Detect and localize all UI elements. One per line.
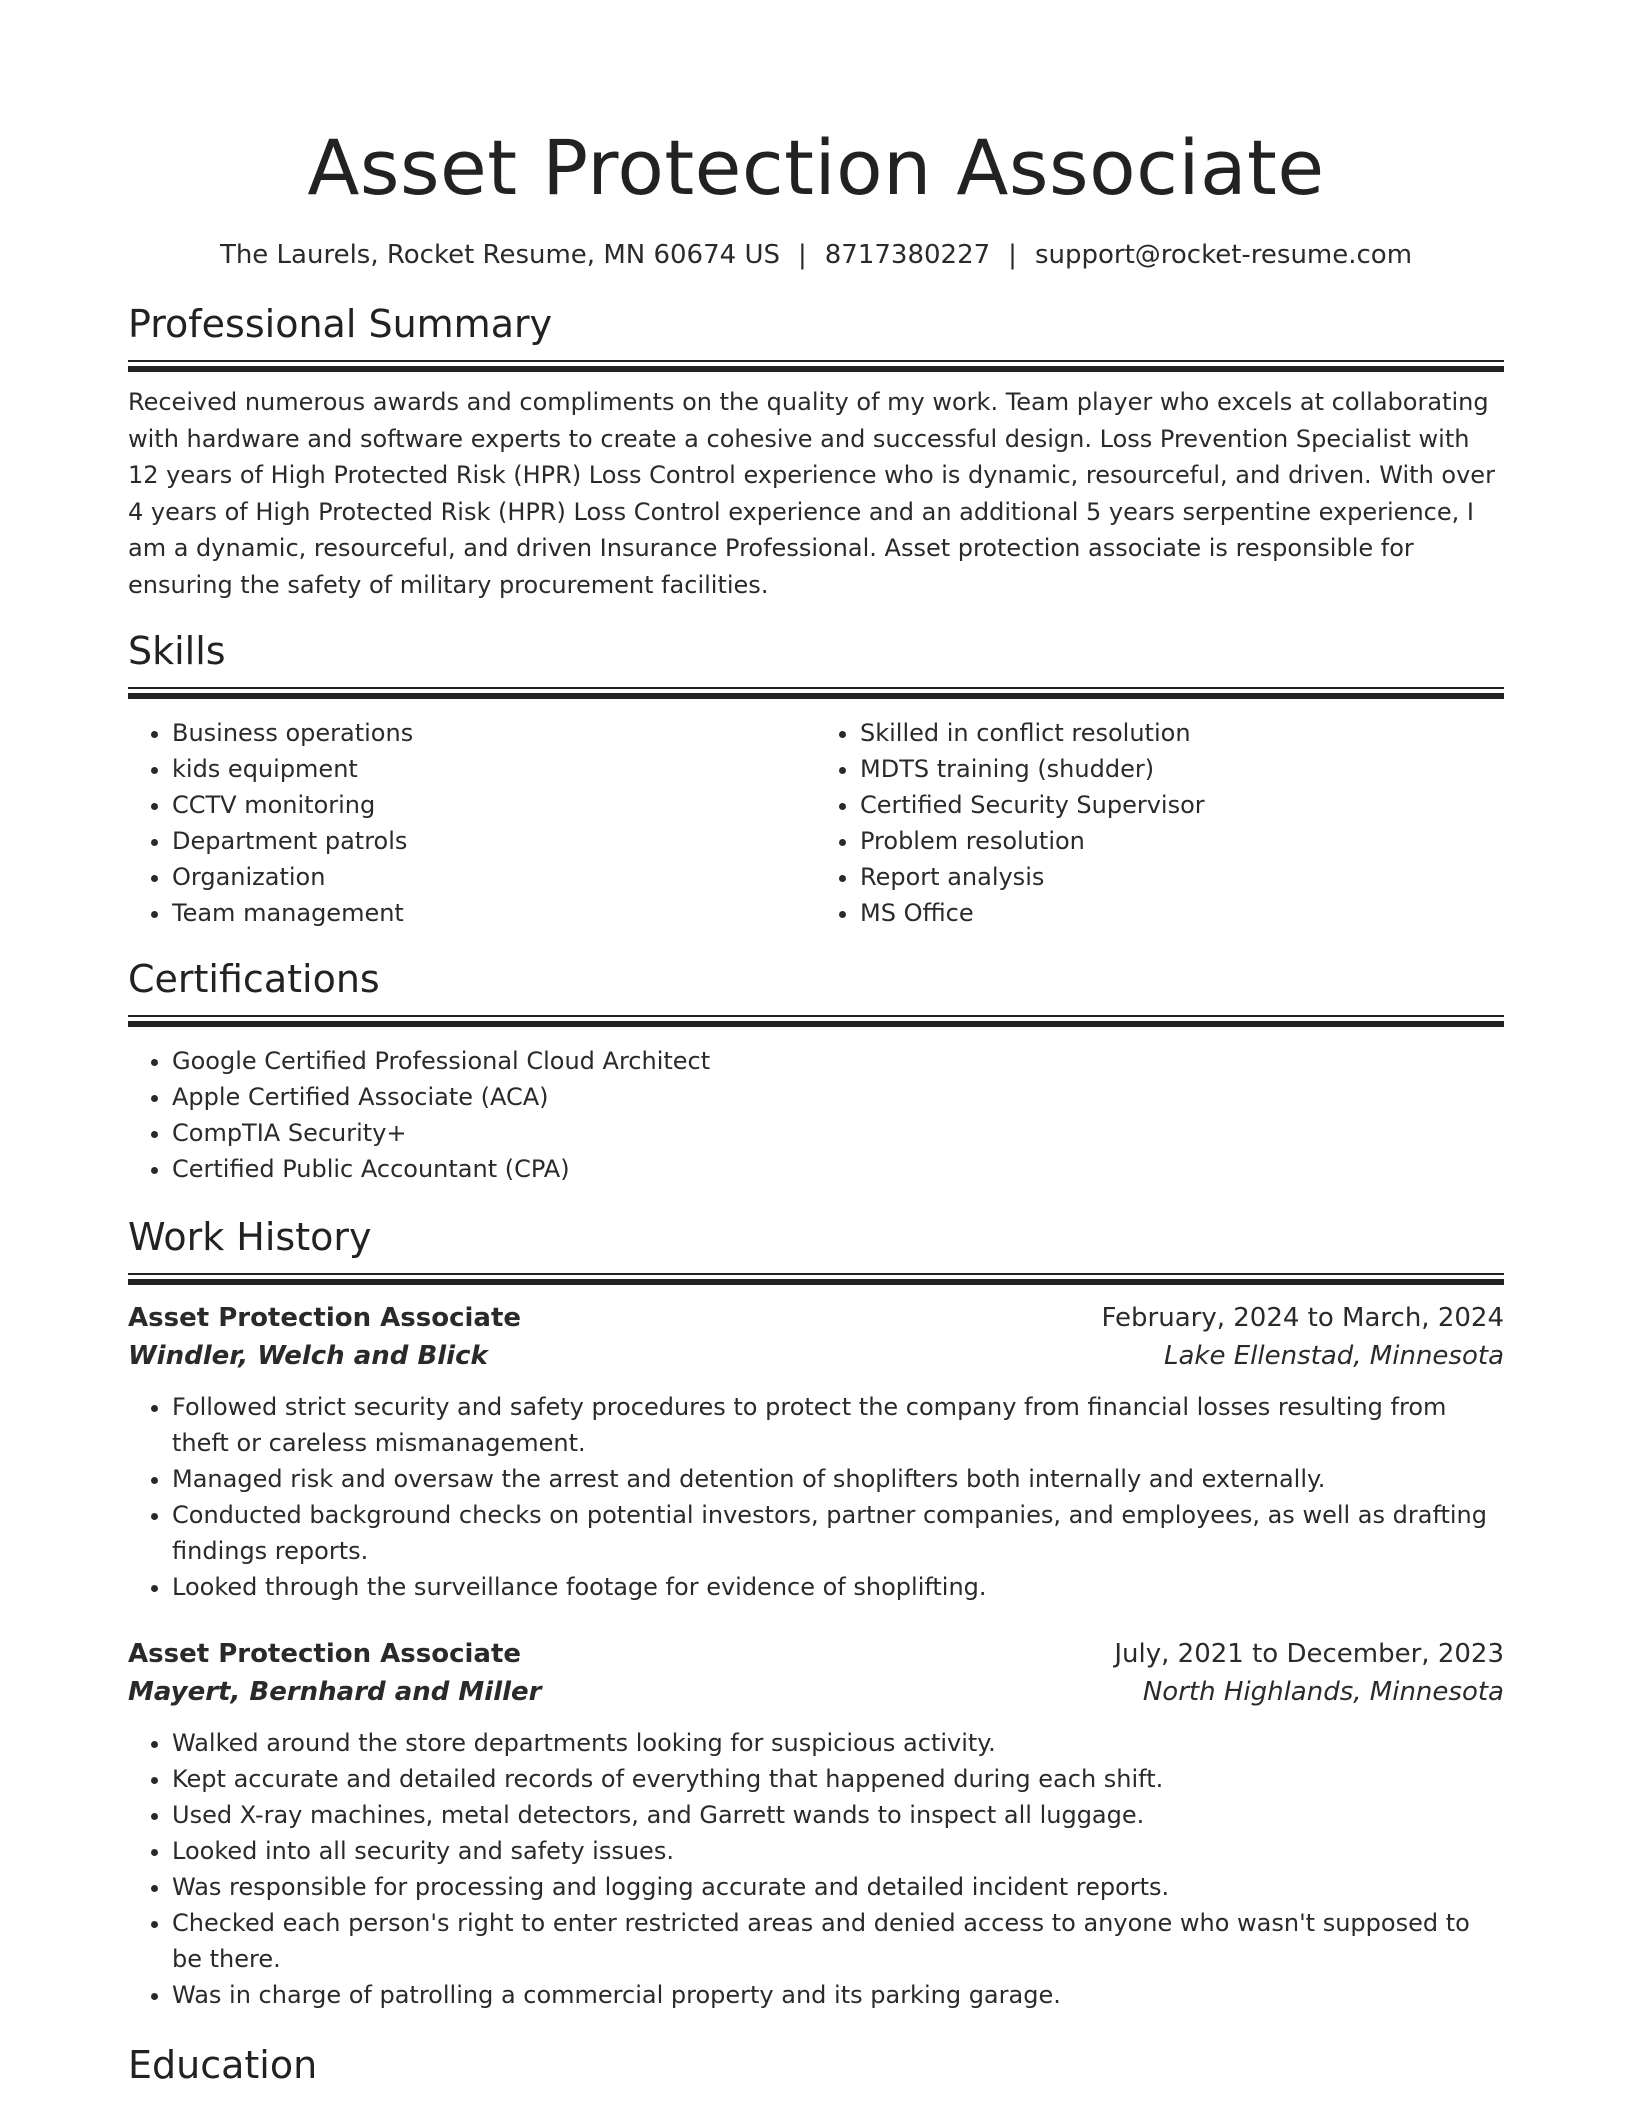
section-title-work-history: Work History — [128, 1215, 372, 1259]
skill-item: • CCTV monitoring — [172, 787, 816, 823]
job-company: Mayert, Bernhard and Miller — [128, 1677, 542, 1707]
contact-line — [128, 238, 1504, 272]
skill-item: • Organization — [172, 859, 816, 895]
contact-separator: | — [1008, 240, 1017, 270]
certification-item: • Google Certified Professional Cloud Architect — [172, 1043, 1504, 1079]
job-title: Asset Protection Associate — [128, 1303, 522, 1333]
certifications-section — [128, 955, 1504, 1187]
resume-page — [128, 0, 1504, 2089]
skill-item: • MS Office — [860, 895, 1504, 931]
skills-section — [128, 627, 1504, 931]
contact-phone: 8717380227 — [824, 240, 991, 270]
skills-column-right — [816, 715, 1504, 931]
job-dates: February, 2024 to March, 2024 — [1101, 1303, 1504, 1333]
skills-column-left — [128, 715, 816, 931]
section-divider — [128, 1015, 1504, 1027]
summary-section — [128, 300, 1504, 603]
job-title: Asset Protection Associate — [128, 1639, 522, 1669]
job-bullet: • Walked around the store departments looking for suspicious activity. — [172, 1725, 1504, 1761]
section-title-certifications: Certifications — [128, 957, 380, 1001]
job-location: Lake Ellenstad, Minnesota — [1164, 1341, 1504, 1371]
section-divider — [128, 1273, 1504, 1285]
skill-item: • Report analysis — [860, 859, 1504, 895]
job-bullet: • Looked through the surveillance footage for evidence of shoplifting. — [172, 1569, 1504, 1605]
job-bullet: • Managed risk and oversaw the arrest and detention of shoplifters both internally and externally. — [172, 1461, 1504, 1497]
job-location: North Highlands, Minnesota — [1142, 1677, 1504, 1707]
contact-email: support@rocket-resume.com — [1034, 240, 1413, 270]
job-bullet: • Checked each person's right to enter restricted areas and denied access to anyone who wasn't supposed to be there. — [172, 1905, 1504, 1977]
education-section — [128, 2041, 1504, 2089]
section-title-education: Education — [128, 2043, 318, 2087]
job-bullet: • Conducted background checks on potential investors, partner companies, and employees, as well as drafting findings reports. — [172, 1497, 1504, 1569]
skill-item: • Business operations — [172, 715, 816, 751]
job-bullet: • Kept accurate and detailed records of everything that happened during each shift. — [172, 1761, 1504, 1797]
skills-grid — [128, 715, 1504, 931]
section-divider — [128, 360, 1504, 372]
certification-item: • CompTIA Security+ — [172, 1115, 1504, 1151]
resume-name: Asset Protection Associate — [307, 123, 1325, 212]
skill-item: • MDTS training (shudder) — [860, 751, 1504, 787]
contact-separator: | — [797, 240, 807, 270]
section-title-summary: Professional Summary — [128, 302, 553, 346]
job-bullet: • Used X-ray machines, metal detectors, and Garrett wands to inspect all luggage. — [172, 1797, 1504, 1833]
skill-item: • Skilled in conflict resolution — [860, 715, 1504, 751]
skill-item: • Team management — [172, 895, 816, 931]
skill-item: • Certified Security Supervisor — [860, 787, 1504, 823]
job-bullet: • Was in charge of patrolling a commercial property and its parking garage. — [172, 1977, 1504, 2013]
job-dates: July, 2021 to December, 2023 — [1114, 1639, 1504, 1669]
section-title-skills: Skills — [128, 629, 226, 673]
job-entry — [128, 1635, 1504, 2013]
summary-text: Received numerous awards and compliments on the quality of my work. Team player who excels at collaborating with hardware and software experts to create a cohesive and successful design. Loss Prevention Specialist with 12 years of High Protected Risk (HPR) Loss Control experience who is dynamic, resourceful, and driven. With over 4 years of High Protected Risk (HPR) Loss Control experience and an additional 5 years serpentine experience, I am a dynamic, resourceful, and driven Insurance Professional. Asset protection associate is responsible for ensuring the safety of military procurement facilities. — [128, 388, 1495, 599]
job-entry — [128, 1299, 1504, 1605]
job-bullet: • Was responsible for processing and logging accurate and detailed incident reports. — [172, 1869, 1504, 1905]
section-divider — [128, 687, 1504, 699]
job-bullet: • Followed strict security and safety procedures to protect the company from financial losses resulting from theft or careless mismanagement. — [172, 1389, 1504, 1461]
work-history-section — [128, 1213, 1504, 2013]
skill-item: • Problem resolution — [860, 823, 1504, 859]
job-bullet: • Looked into all security and safety issues. — [172, 1833, 1504, 1869]
contact-address: The Laurels, Rocket Resume, MN 60674 US — [219, 240, 780, 270]
certification-item: • Certified Public Accountant (CPA) — [172, 1151, 1504, 1187]
certification-item: • Apple Certified Associate (ACA) — [172, 1079, 1504, 1115]
skill-item: • kids equipment — [172, 751, 816, 787]
job-company: Windler, Welch and Blick — [128, 1341, 488, 1371]
skill-item: • Department patrols — [172, 823, 816, 859]
